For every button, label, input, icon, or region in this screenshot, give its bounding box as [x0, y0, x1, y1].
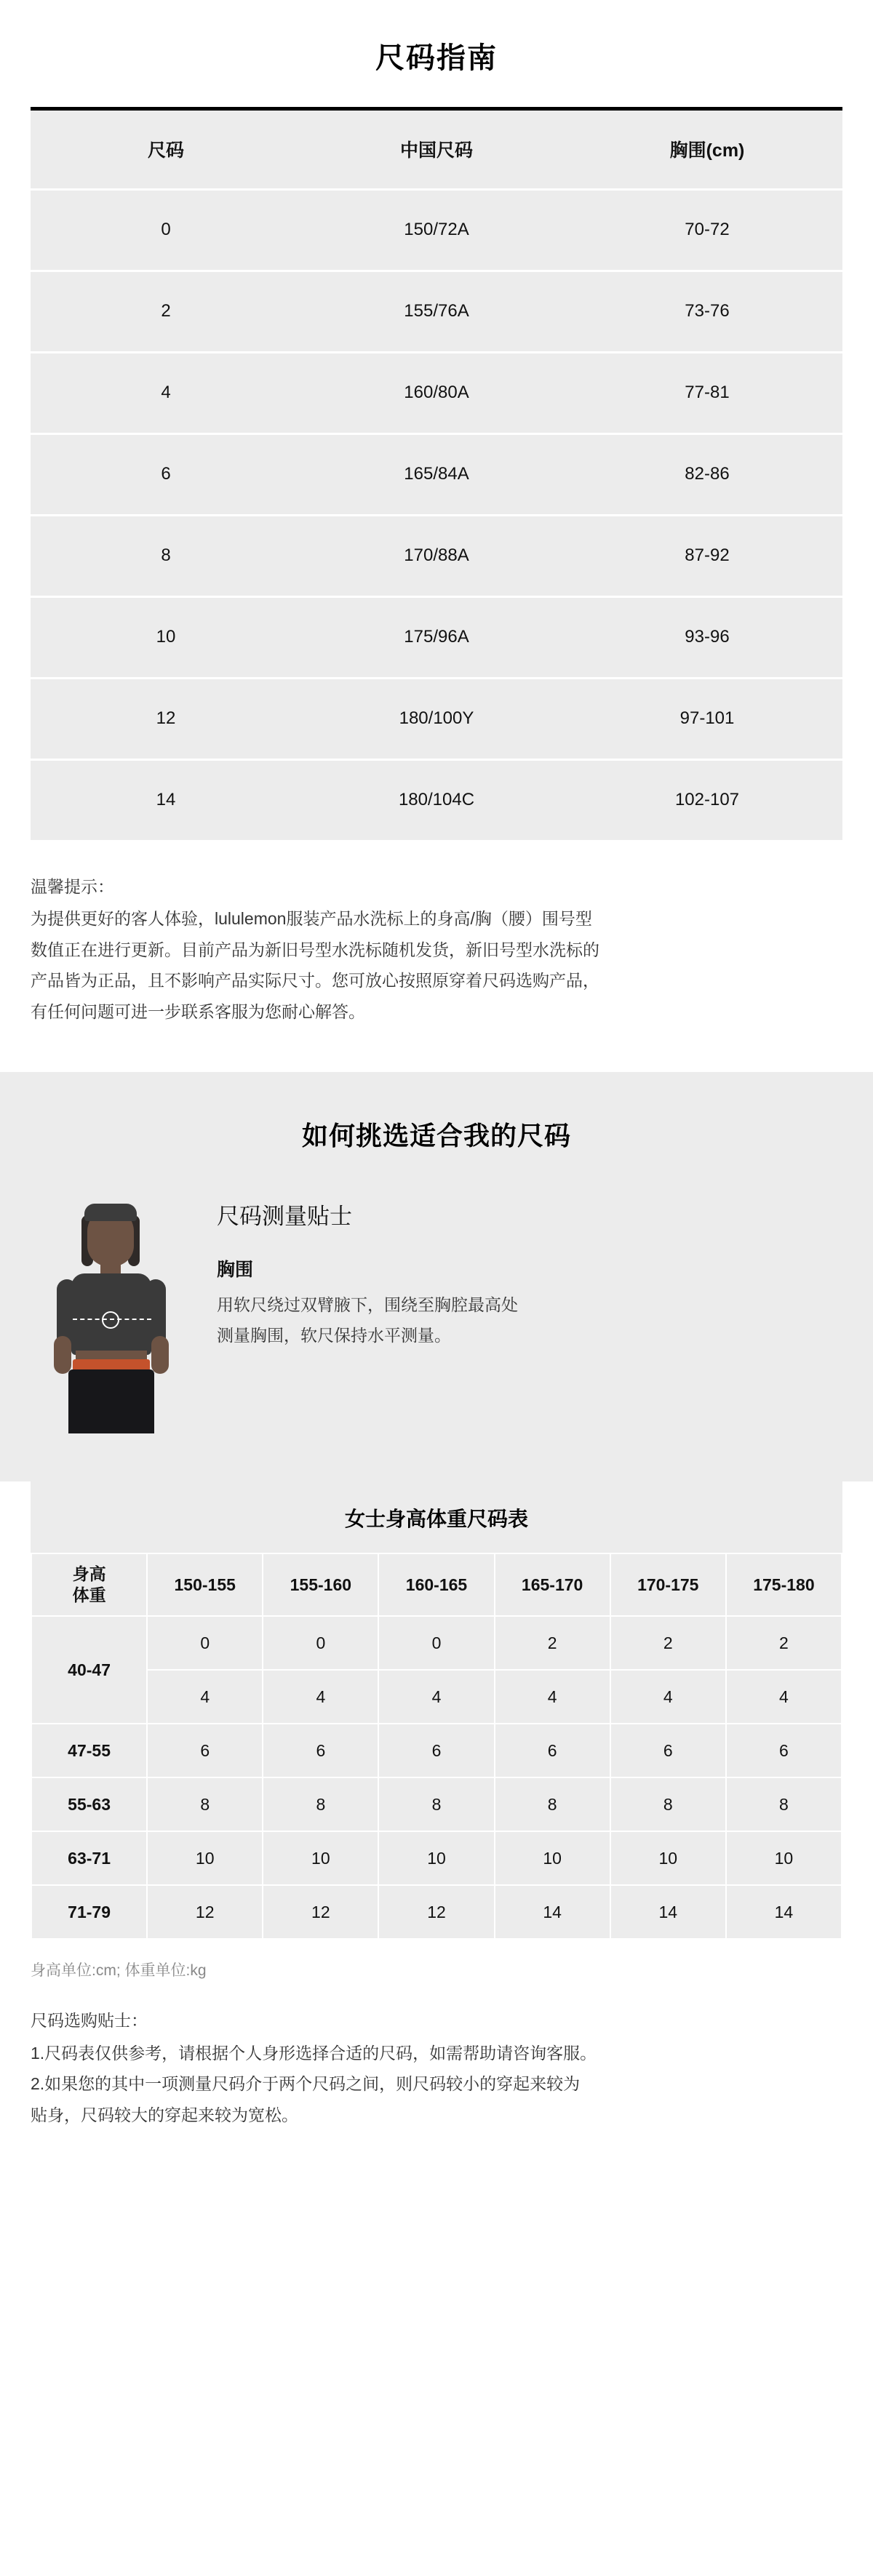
- model-pants: [68, 1369, 154, 1433]
- table-row: [31, 596, 842, 678]
- cell-cn-size: 170/88A: [301, 515, 572, 596]
- cell-bust: 77-81: [572, 352, 842, 433]
- notice-line: 为提供更好的客人体验，lululemon服装产品水洗标上的身高/胸（腰）围号型: [31, 909, 592, 929]
- cell-cn-size: 180/100Y: [301, 678, 572, 759]
- size-chart-col-bust: 胸围(cm): [572, 111, 842, 189]
- table-row: [31, 1616, 842, 1670]
- matrix-col-height-2: 155-160: [263, 1553, 378, 1616]
- table-row: [31, 433, 842, 515]
- purchase-tips-line: 贴身，尺码较大的穿起来较为宽松。: [31, 2105, 298, 2124]
- matrix-cell: 10: [378, 1831, 494, 1885]
- matrix-cell: 10: [610, 1831, 726, 1885]
- cell-bust: 87-92: [572, 515, 842, 596]
- headband-icon: [84, 1204, 137, 1221]
- matrix-cell: 4: [263, 1670, 378, 1724]
- table-row: [31, 271, 842, 352]
- matrix-col-height-4: 165-170: [495, 1553, 610, 1616]
- matrix-corner-height: 身高: [72, 1564, 106, 1584]
- table-row: [31, 759, 842, 841]
- cell-bust: 102-107: [572, 759, 842, 841]
- matrix-row-weight-4: 63-71: [31, 1831, 147, 1885]
- size-chart-col-size: 尺码: [31, 111, 301, 189]
- notice-block: [31, 871, 842, 1028]
- cell-size: 0: [31, 189, 301, 271]
- matrix-col-height-1: 150-155: [147, 1553, 263, 1616]
- matrix-cell: 14: [495, 1885, 610, 1939]
- height-weight-matrix-section: [31, 1481, 842, 1940]
- cell-bust: 97-101: [572, 678, 842, 759]
- cell-bust: 82-86: [572, 433, 842, 515]
- matrix-cell: 8: [726, 1777, 842, 1831]
- matrix-units-note: 身高单位:cm; 体重单位:kg: [31, 1962, 207, 1980]
- matrix-corner-weight: 体重: [72, 1585, 106, 1605]
- cell-cn-size: 180/104C: [301, 759, 572, 841]
- purchase-tips-lead: 尺码选购贴士：: [31, 2011, 148, 2031]
- cell-size: 6: [31, 433, 301, 515]
- matrix-cell: 6: [610, 1724, 726, 1777]
- measure-instructions: [217, 1290, 682, 1351]
- matrix-header-row: [31, 1553, 842, 1616]
- matrix-cell: 4: [147, 1670, 263, 1724]
- matrix-cell: 0: [378, 1616, 494, 1670]
- size-chart-table: [31, 111, 842, 842]
- measure-tips-heading: 尺码测量贴士: [217, 1204, 352, 1230]
- matrix-row-weight-3: 55-63: [31, 1777, 147, 1831]
- matrix-cell: 2: [610, 1616, 726, 1670]
- matrix-cell: 4: [378, 1670, 494, 1724]
- cell-bust: 73-76: [572, 271, 842, 352]
- matrix-cell: 8: [147, 1777, 263, 1831]
- matrix-col-height-6: 175-180: [726, 1553, 842, 1616]
- notice-line: 数值正在进行更新。目前产品为新旧号型水洗标随机发货，新旧号型水洗标的: [31, 940, 599, 959]
- purchase-tips-line: 1.尺码表仅供参考，请根据个人身形选择合适的尺码，如需帮助请咨询客服。: [31, 2043, 597, 2063]
- model-forearm-left: [54, 1336, 71, 1374]
- table-row: [31, 189, 842, 271]
- matrix-cell: 12: [147, 1885, 263, 1939]
- matrix-cell: 8: [378, 1777, 494, 1831]
- matrix-cell: 10: [147, 1831, 263, 1885]
- matrix-row-weight-1: 40-47: [31, 1616, 147, 1724]
- matrix-cell: 4: [495, 1670, 610, 1724]
- measure-tips-row: [31, 1193, 842, 1433]
- size-chart-header-row: [31, 111, 842, 189]
- matrix-cell: 2: [495, 1616, 610, 1670]
- cell-size: 8: [31, 515, 301, 596]
- measure-instruction-line: 用软尺绕过双臂腋下，围绕至胸腔最高处: [217, 1295, 518, 1315]
- matrix-cell: 6: [147, 1724, 263, 1777]
- matrix-cell: 10: [495, 1831, 610, 1885]
- matrix-cell: 0: [263, 1616, 378, 1670]
- notice-line: 产品皆为正品，且不影响产品实际尺寸。您可放心按照原穿着尺码选购产品，: [31, 971, 599, 991]
- matrix-cell: 6: [495, 1724, 610, 1777]
- matrix-cell: 12: [378, 1885, 494, 1939]
- how-to-pick-title: 如何挑选适合我的尺码: [301, 1121, 571, 1151]
- matrix-title: 女士身高体重尺码表: [31, 1481, 842, 1553]
- height-weight-table: [31, 1553, 842, 1940]
- table-row: [31, 1831, 842, 1885]
- cell-bust: 70-72: [572, 189, 842, 271]
- cell-cn-size: 165/84A: [301, 433, 572, 515]
- page-title: 尺码指南: [375, 42, 498, 74]
- cell-bust: 93-96: [572, 596, 842, 678]
- matrix-cell: 8: [495, 1777, 610, 1831]
- table-row: [31, 1885, 842, 1939]
- model-illustration: [31, 1193, 192, 1433]
- matrix-col-height-3: 160-165: [378, 1553, 494, 1616]
- matrix-corner-header: [31, 1553, 147, 1616]
- cell-size: 14: [31, 759, 301, 841]
- cell-size: 12: [31, 678, 301, 759]
- matrix-cell: 6: [263, 1724, 378, 1777]
- matrix-cell: 4: [726, 1670, 842, 1724]
- matrix-cell: 14: [610, 1885, 726, 1939]
- matrix-cell: 14: [726, 1885, 842, 1939]
- table-row: [31, 515, 842, 596]
- measure-tips-text: [217, 1193, 842, 1351]
- cell-cn-size: 155/76A: [301, 271, 572, 352]
- matrix-cell: 12: [263, 1885, 378, 1939]
- cell-size: 4: [31, 352, 301, 433]
- how-to-pick-section: [0, 1072, 873, 1481]
- size-chart-col-cn-size: 中国尺码: [301, 111, 572, 189]
- matrix-cell: 8: [610, 1777, 726, 1831]
- matrix-cell: 10: [726, 1831, 842, 1885]
- purchase-tips-line: 2.如果您的其中一项测量尺码介于两个尺码之间，则尺码较小的穿起来较为: [31, 2074, 581, 2094]
- table-row: [31, 352, 842, 433]
- cell-size: 2: [31, 271, 301, 352]
- notice-lead: 温馨提示：: [31, 876, 114, 896]
- table-row: [31, 1777, 842, 1831]
- matrix-row-weight-5: 71-79: [31, 1885, 147, 1939]
- matrix-cell: 10: [263, 1831, 378, 1885]
- matrix-row-weight-2: 47-55: [31, 1724, 147, 1777]
- purchase-tips-block: [31, 2005, 842, 2130]
- notice-line: 有任何问题可进一步联系客服为您耐心解答。: [31, 1001, 365, 1021]
- matrix-cell: 4: [610, 1670, 726, 1724]
- cell-size: 10: [31, 596, 301, 678]
- measure-instruction-line: 测量胸围，软尺保持水平测量。: [217, 1325, 451, 1345]
- model-forearm-right: [151, 1336, 169, 1374]
- cell-cn-size: 175/96A: [301, 596, 572, 678]
- measure-label-bust: 胸围: [217, 1260, 254, 1281]
- cell-cn-size: 150/72A: [301, 189, 572, 271]
- matrix-cell: 2: [726, 1616, 842, 1670]
- matrix-cell: 6: [726, 1724, 842, 1777]
- table-row: [31, 678, 842, 759]
- cell-cn-size: 160/80A: [301, 352, 572, 433]
- matrix-cell: 6: [378, 1724, 494, 1777]
- matrix-cell: 0: [147, 1616, 263, 1670]
- table-row: [31, 1670, 842, 1724]
- matrix-cell: 8: [263, 1777, 378, 1831]
- table-row: [31, 1724, 842, 1777]
- matrix-col-height-5: 170-175: [610, 1553, 726, 1616]
